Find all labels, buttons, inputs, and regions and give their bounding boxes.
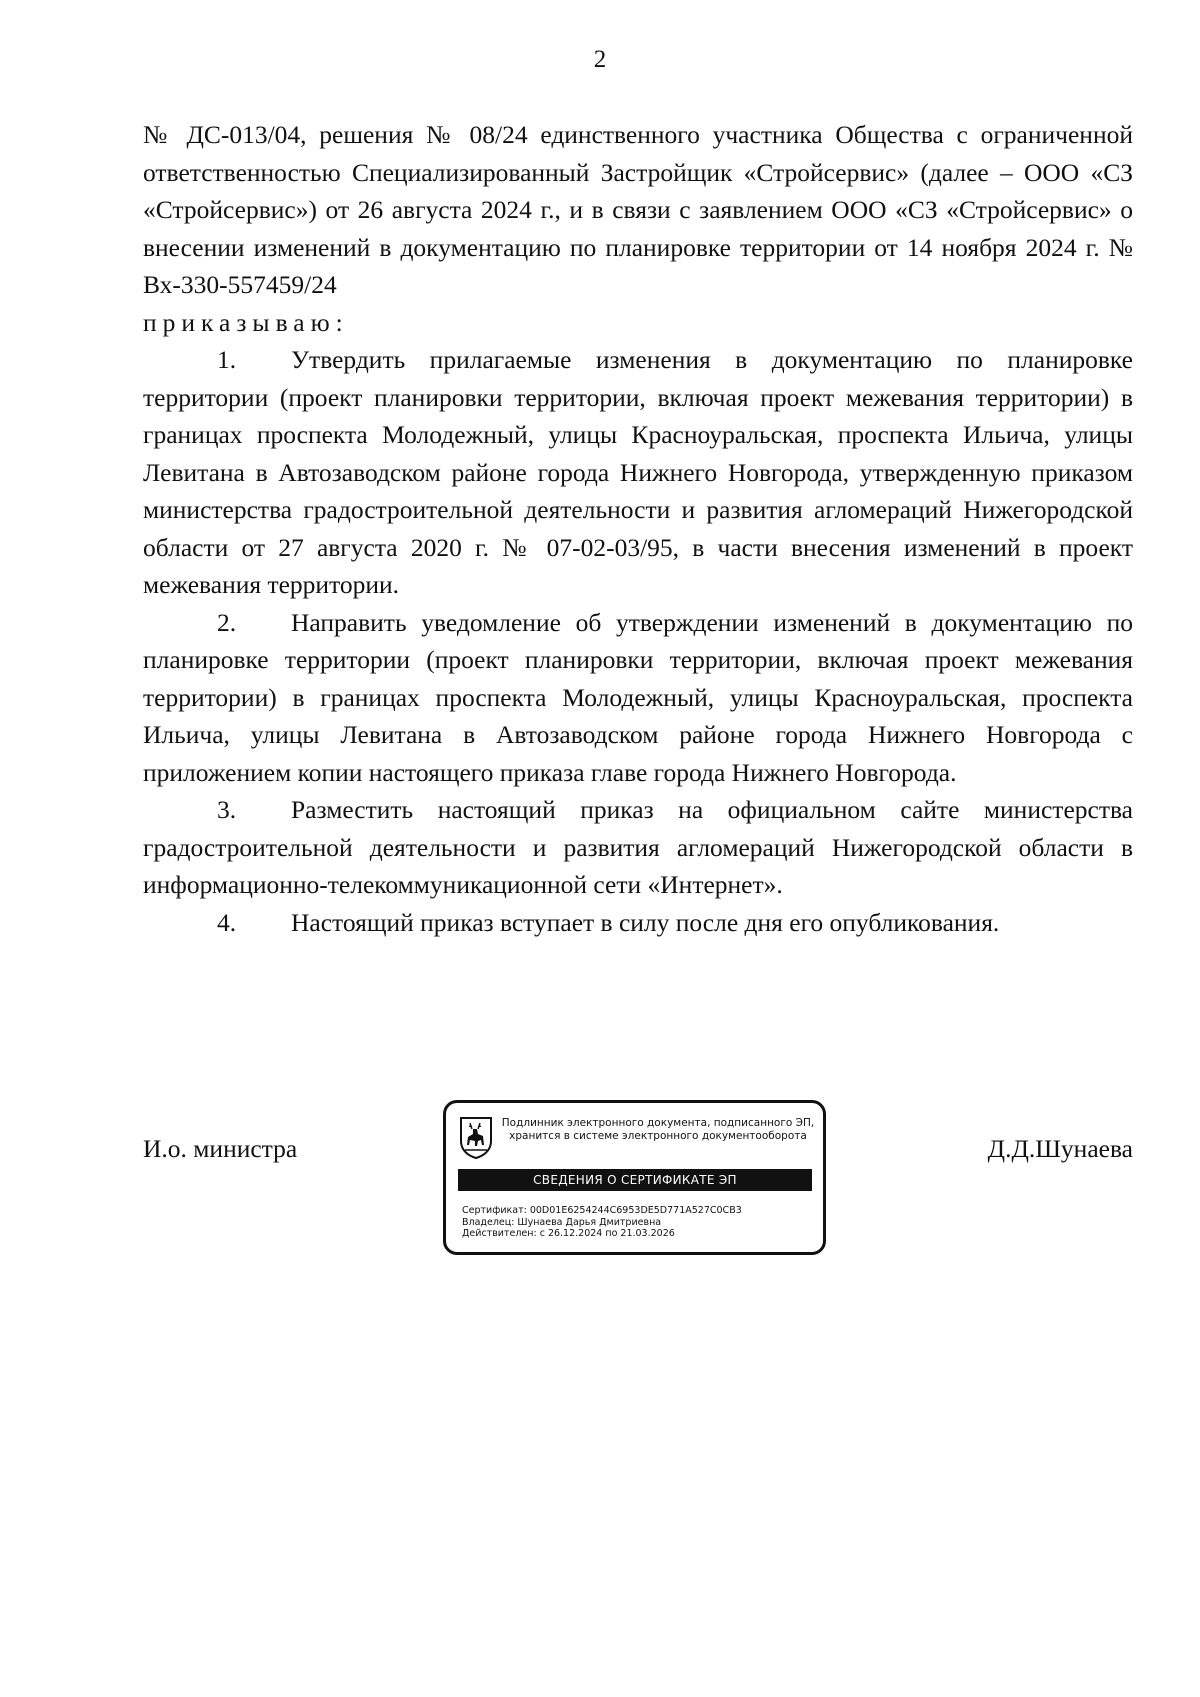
list-item	[143, 904, 1133, 942]
list-item-number: 1.	[217, 345, 237, 374]
list-item-number: 4.	[217, 907, 237, 937]
stamp-title-bar: СВЕДЕНИЯ О СЕРТИФИКАТЕ ЭП	[458, 1169, 812, 1191]
certificate-validity: Действителен: с 26.12.2024 по 21.03.2026	[462, 1228, 675, 1239]
certificate-details	[462, 1205, 812, 1240]
list-item-text: Разместить настоящий приказ на официальном сайте министерства градостроительной деятельности и развития агломераций Нижегородской области в информационно-телекоммуникационной сети «Интернет».	[143, 795, 1133, 899]
order-word: приказываю:	[143, 307, 349, 337]
signatory-name: Д.Д.Шунаева	[987, 1134, 1133, 1163]
list-item-number: 3.	[217, 795, 237, 824]
signatory-title: И.о. министра	[143, 1134, 298, 1163]
list-item-text: Направить уведомление об утверждении изменений в документацию по планировке территории (проект планировки территории, включая проект межевания территории) в границах проспекта Молодежный, улицы Красноуральская, проспекта Ильича, улицы Левитана в Автозаводском районе города Нижнего Новгорода с приложением копии настоящего приказа главе города Нижнего Новгорода.	[143, 607, 1133, 787]
document-body	[143, 116, 1133, 941]
list-item-text: Настоящий приказ вступает в силу после дня его опубликования.	[291, 907, 1000, 937]
page-number: 2	[593, 46, 607, 73]
stamp-header	[498, 1117, 818, 1143]
deer-coat-of-arms-icon	[458, 1115, 494, 1159]
list-item-text: Утвердить прилагаемые изменения в документацию по планировке территории (проект планировки территории, включая проект межевания территории) в границах проспекта Молодежный, улицы Красноуральская, проспекта Ильича, улицы Левитана в Автозаводском районе города Нижнего Новгорода, утвержденную приказом министерства градостроительной деятельности и развития агломераций Нижегородской области от 27 августа 2020 г. № 07-02-03/95, в части внесения изменений в проект межевания территории.	[143, 345, 1133, 599]
stamp-header-line: хранится в системе электронного документооборота	[509, 1130, 807, 1142]
certificate-owner: Владелец: Шунаева Дарья Дмитриевна	[462, 1216, 662, 1228]
list-item	[143, 604, 1133, 792]
electronic-signature-stamp	[443, 1100, 826, 1255]
list-item	[143, 341, 1133, 604]
list-item-number: 2.	[217, 607, 237, 637]
certificate-number: Сертификат: 00D01E6254244C6953DE5D771A527C0CB3	[462, 1205, 742, 1216]
stamp-header-line: Подлинник электронного документа, подписанного ЭП,	[501, 1117, 815, 1129]
list-item	[143, 791, 1133, 904]
intro-paragraph: № ДС-013/04, решения № 08/24 единственного участника Общества с ограниченной ответственностью Специализированный Застройщик «Стройсервис» (далее – ООО «СЗ «Стройсервис») от 26 августа 2024 г., и в связи с заявлением ООО «СЗ «Стройсервис» о внесении изменений в документацию по планировке территории от 14 ноября 2024 г. № Вх-330-557459/24	[143, 120, 1133, 299]
signature-block	[143, 1100, 1133, 1260]
